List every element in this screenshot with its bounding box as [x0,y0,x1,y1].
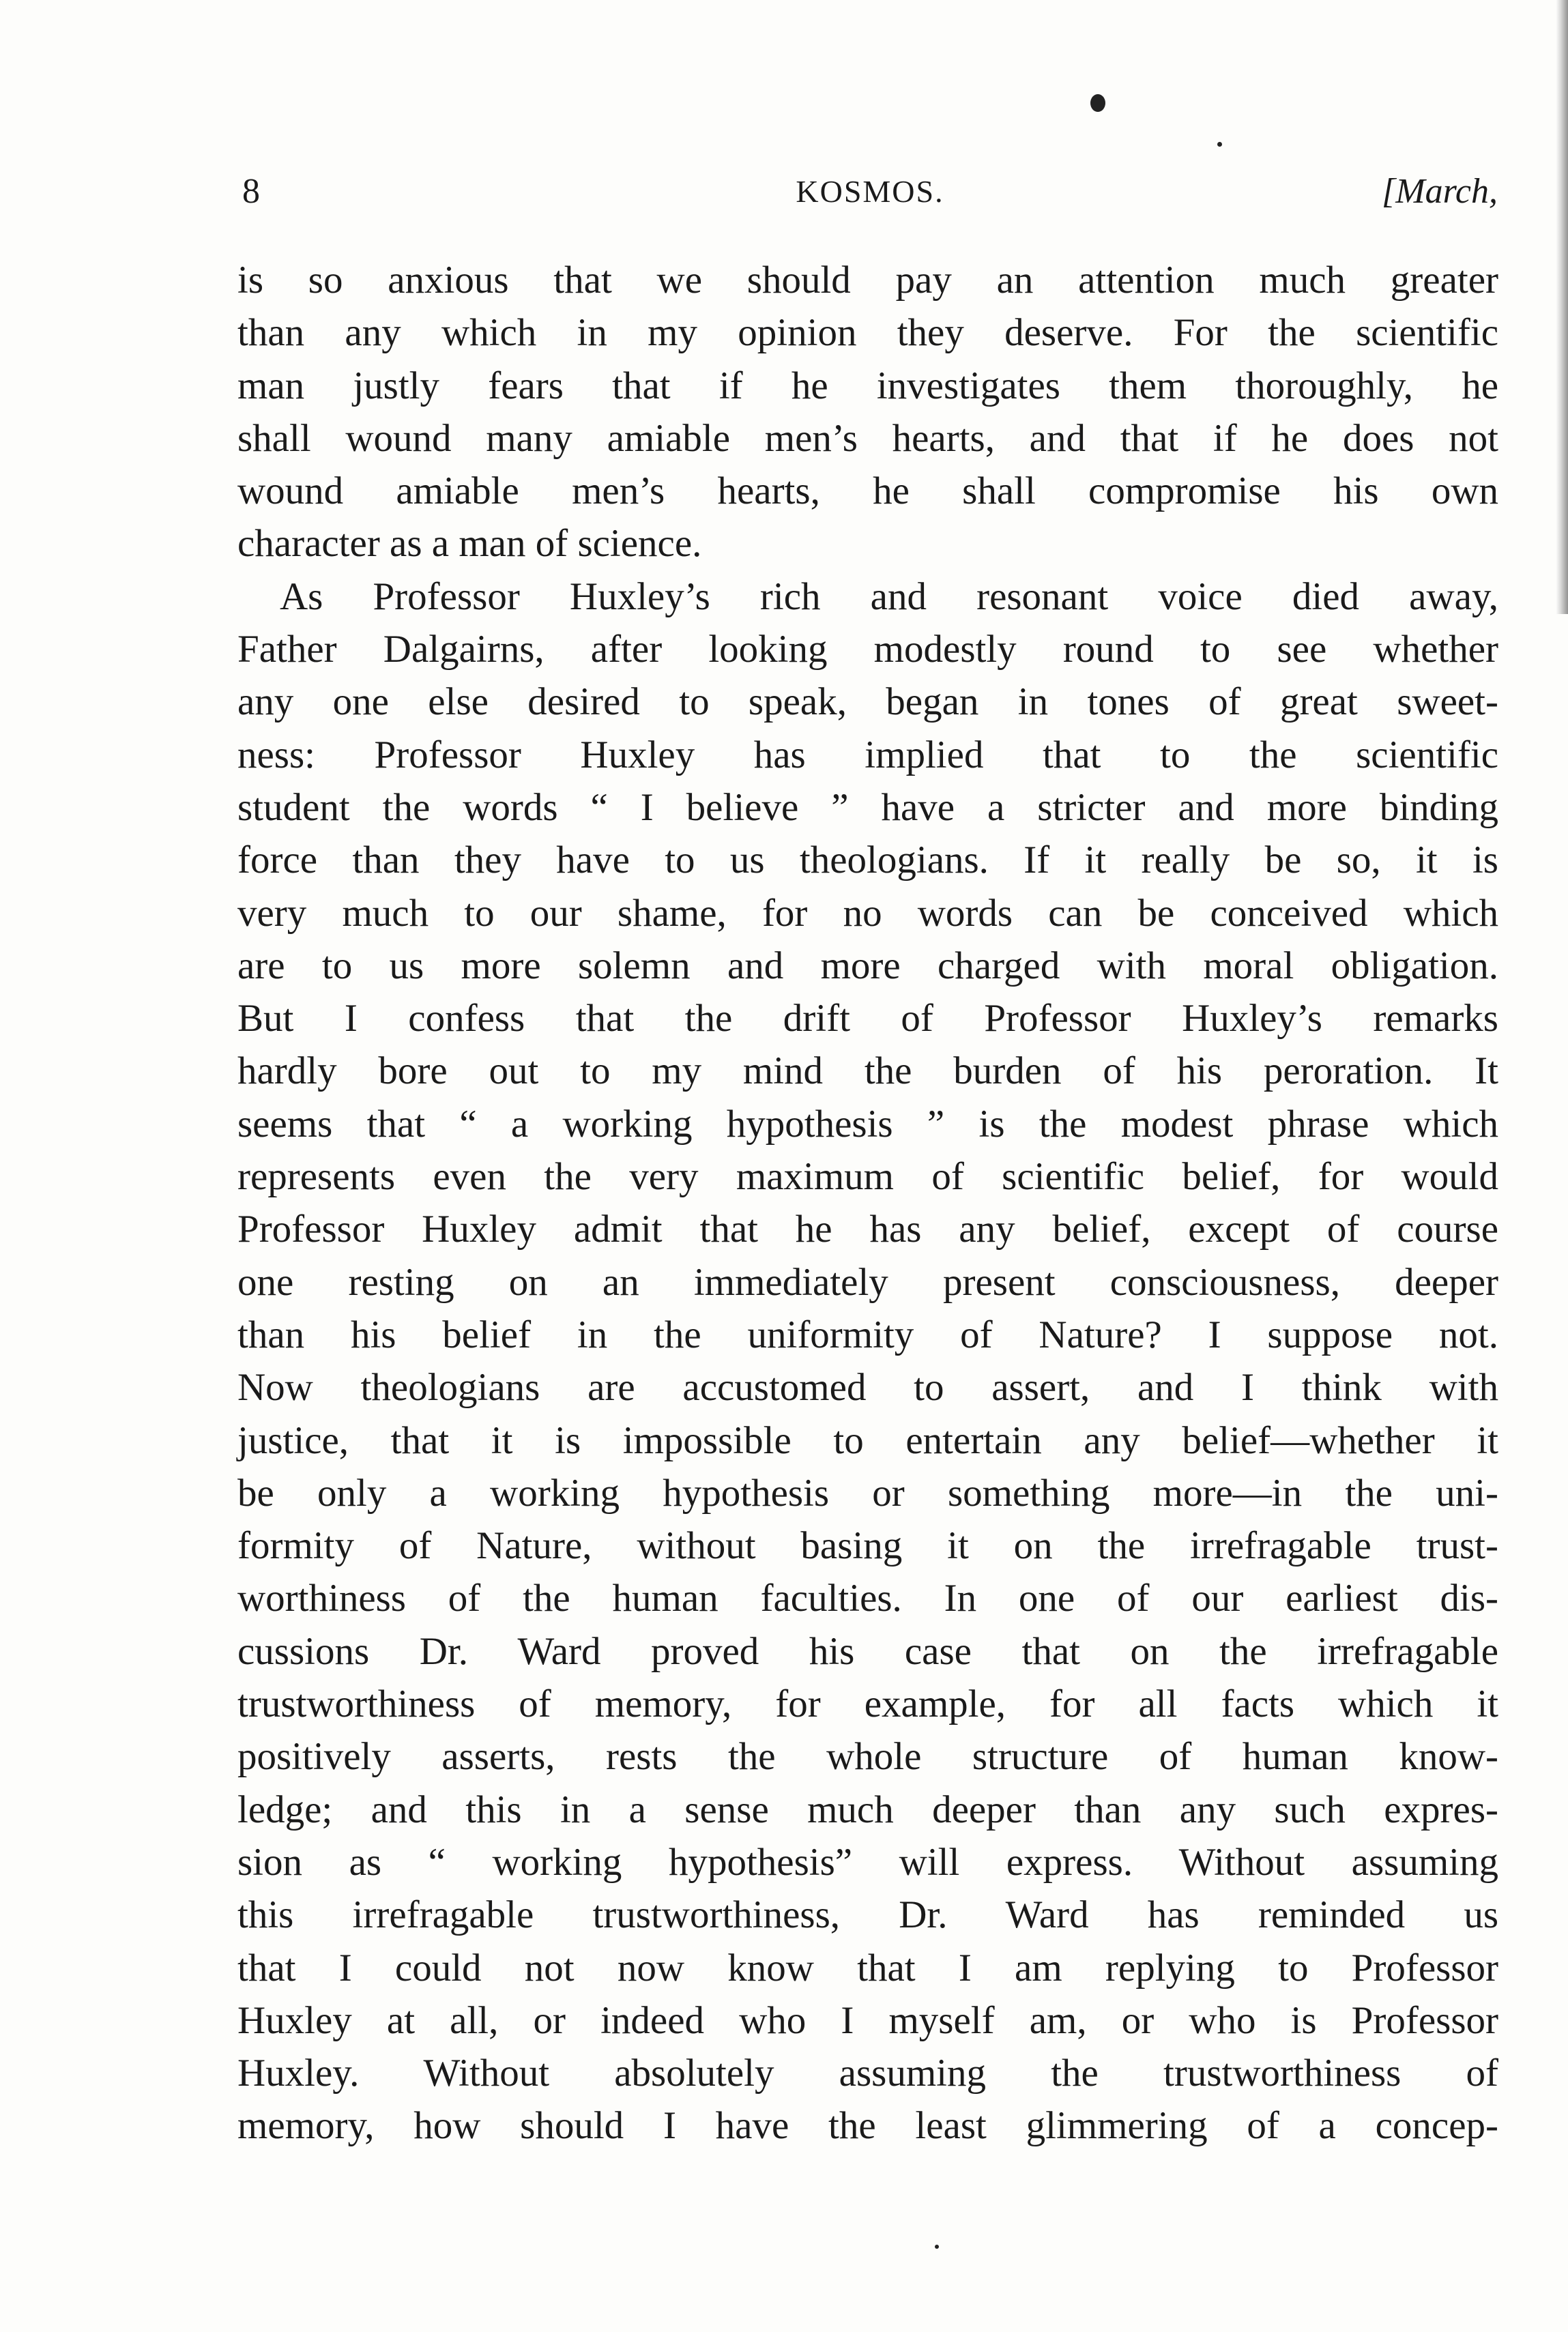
text-line: force than they have to us theologians. If it really be so, it is [237,839,1498,882]
text-line: represents even the very maximum of scientific belief, for would [237,1155,1498,1199]
text-line: are to us more solemn and more charged with moral obligation. [237,944,1498,987]
text-line: memory, how should I have the least glimmering of a concep- [237,2104,1498,2148]
text-line: be only a working hypothesis or something more—in the uni- [237,1471,1498,1515]
text-line: justice, that it is impossible to entertain any belief—whether it [237,1418,1498,1462]
text-line: very much to our shame, for no words can be conceived which [237,891,1498,935]
text-line: cussions Dr. Ward proved his case that on the irrefragable [237,1629,1498,1673]
body-text [237,254,1498,2153]
ink-speck [1090,94,1105,112]
text-line: formity of Nature, without basing it on the irrefragable trust- [237,1524,1498,1568]
text-line: seems that “ a working hypothesis ” is the modest phrase which [237,1102,1498,1146]
text-line: Professor Huxley admit that he has any belief, except of course [237,1208,1498,1251]
text-line: ledge; and this in a sense much deeper than any such expres- [237,1788,1498,1831]
text-line: is so anxious that we should pay an attention much greater [237,259,1498,302]
text-line: any one else desired to speak, began in tones of great sweet- [237,680,1498,724]
text-line: Huxley at all, or indeed who I myself am, or who is Professor [237,1998,1498,2042]
text-line: that I could not now know that I am replying to Professor [237,1946,1498,1990]
text-line: As Professor Huxley’s rich and resonant voice died away, [280,574,1498,618]
text-line: student the words “ I believe ” have a stricter and more binding [237,785,1498,829]
ink-speck [1217,142,1222,147]
text-line: man justly fears that if he investigates them thoroughly, he [237,364,1498,407]
page-binding-edge [1556,0,1568,614]
text-line: But I confess that the drift of Professor Huxley’s remarks [237,997,1498,1040]
text-line: positively asserts, rests the whole structure of human know- [237,1735,1498,1779]
text-line: sion as “ working hypothesis” will express. Without assuming [237,1840,1498,1884]
text-line: shall wound many amiable men’s hearts, and that if he does not [237,416,1498,460]
running-title: KOSMOS. [796,174,944,209]
text-line: Now theologians are accustomed to assert, and I think with [237,1366,1498,1410]
text-line: one resting on an immediately present consciousness, deeper [237,1260,1498,1304]
text-line: ness: Professor Huxley has implied that to the scientific [237,733,1498,776]
text-line: worthiness of the human faculties. In one of our earliest dis- [237,1577,1498,1620]
running-date: [March, [1382,172,1498,211]
page-number: 8 [242,172,260,211]
text-line: character as a man of science. [237,522,702,566]
text-line: wound amiable men’s hearts, he shall compromise his own [237,469,1498,513]
text-line: this irrefragable trustworthiness, Dr. Ward has reminded us [237,1893,1498,1937]
text-line: hardly bore out to my mind the burden of his peroration. It [237,1049,1498,1093]
text-line: than his belief in the uniformity of Nature? I suppose not. [237,1313,1498,1356]
running-header [242,161,1498,222]
text-line: trustworthiness of memory, for example, for all facts which it [237,1682,1498,1726]
text-line: Huxley. Without absolutely assuming the trustworthiness of [237,2052,1498,2095]
text-line: Father Dalgairns, after looking modestly round to see whether [237,628,1498,671]
text-line: than any which in my opinion they deserve. For the scientific [237,311,1498,355]
ink-speck [935,2245,939,2249]
